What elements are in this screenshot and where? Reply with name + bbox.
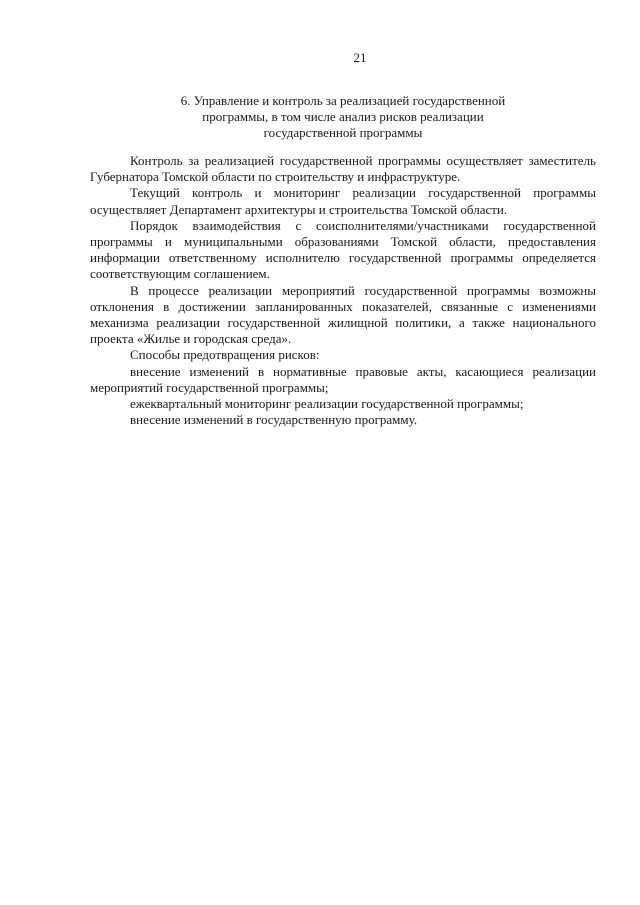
page-number: 21 xyxy=(353,50,367,65)
paragraph-risk-prevention-intro: Способы предотвращения рисков: xyxy=(130,347,320,363)
paragraph-monitoring: Текущий контроль и мониторинг реализации государственной программы осуществляет Департамент архитектуры и строительства Томской области. xyxy=(90,185,596,217)
section-heading-line-3: государственной программы xyxy=(263,125,423,140)
section-heading-line-1: 6. Управление и контроль за реализацией государственной xyxy=(180,93,506,108)
list-item-program-amendments: внесение изменений в государственную программу. xyxy=(130,412,418,428)
section-heading xyxy=(90,93,596,141)
section-heading-line-2: программы, в том числе анализ рисков реализации xyxy=(202,109,484,124)
section-body xyxy=(90,153,596,428)
paragraph-deviations: В процессе реализации мероприятий государственной программы возможны отклонения в достижении запланированных показателей, связанные с изменениями механизма реализации государственной жилищной политики, а также национального проекта «Жилье и городская среда». xyxy=(90,282,596,347)
paragraph-interaction: Порядок взаимодействия с соисполнителями/участниками государственной программы и муниципальными образованиями Томской области, предоставления информации ответственному исполнителю государственной программы определяется соответствующим соглашением. xyxy=(90,217,596,282)
list-item-quarterly-monitoring: ежеквартальный мониторинг реализации государственной программы; xyxy=(130,396,524,412)
paragraph-control: Контроль за реализацией государственной программы осуществляет заместитель Губернатора Томской области по строительству и инфраструктуре. xyxy=(90,153,596,185)
list-item-legal-acts: внесение изменений в нормативные правовые акты, касающиеся реализации мероприятий государственной программы; xyxy=(90,363,596,395)
